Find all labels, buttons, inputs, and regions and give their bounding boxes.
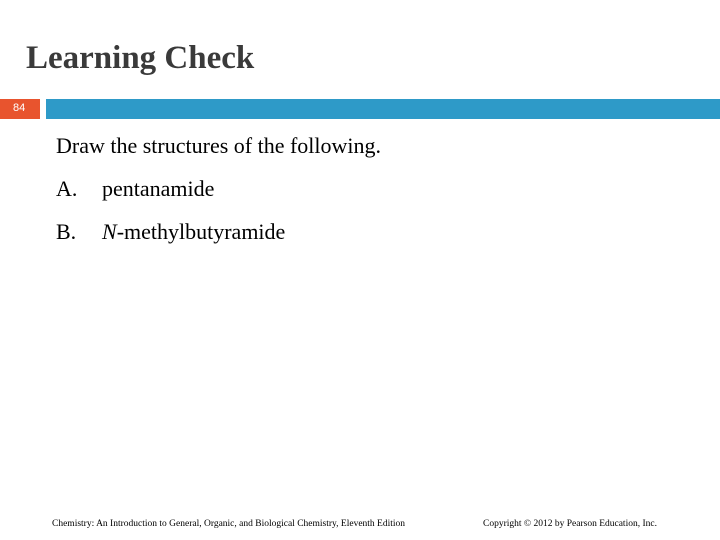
list-item-b xyxy=(56,218,285,246)
slide-title: Learning Check xyxy=(26,40,255,76)
slide-number: 84 xyxy=(13,102,26,114)
list-item-text: pentanamide xyxy=(102,176,215,201)
footer-copyright: Copyright © 2012 by Pearson Education, Inc. xyxy=(483,519,657,529)
list-item-text: -methylbutyramide xyxy=(116,219,286,244)
list-item-letter: A. xyxy=(56,176,78,201)
list-item-letter: B. xyxy=(56,219,77,244)
list-item-a xyxy=(56,175,214,203)
prompt-text: Draw the structures of the following. xyxy=(56,133,382,158)
list-item-italic-prefix: N xyxy=(102,219,117,244)
header-bar xyxy=(46,99,720,119)
footer-book-title: Chemistry: An Introduction to General, Organic, and Biological Chemistry, Eleventh Edition xyxy=(52,519,406,529)
